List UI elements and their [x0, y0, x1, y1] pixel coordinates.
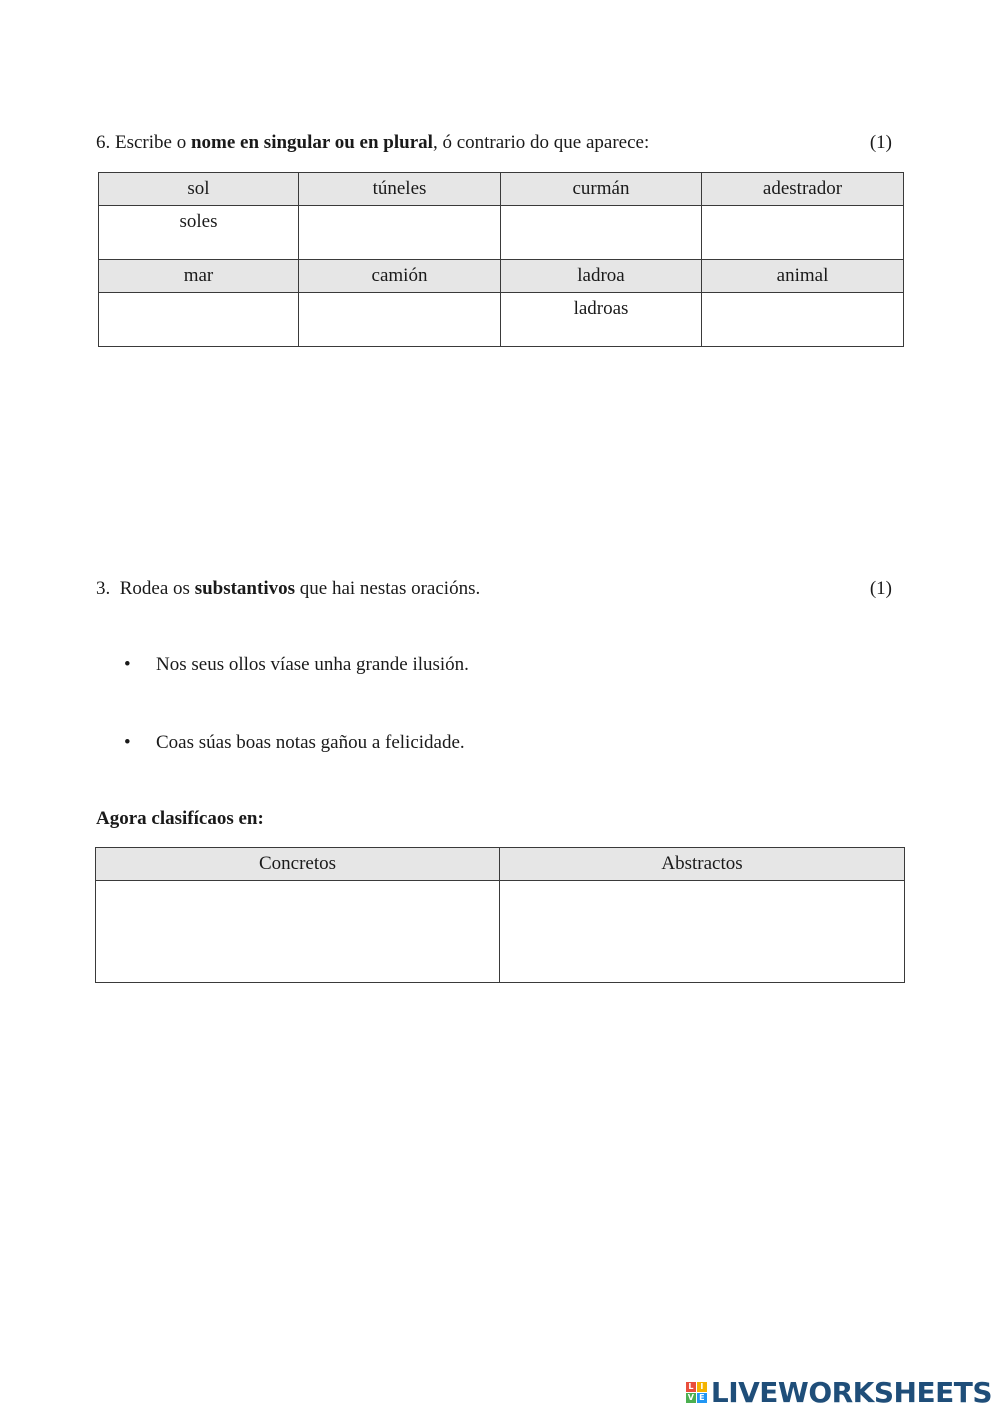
answer-cell[interactable] [702, 293, 904, 347]
answer-cell[interactable]: ladroas [501, 293, 702, 347]
answer-cell[interactable]: soles [99, 206, 299, 260]
answer-cell[interactable] [501, 206, 702, 260]
classify-table [95, 847, 905, 983]
word-cell: curmán [501, 173, 702, 206]
answer-cell[interactable] [702, 206, 904, 260]
exercise-3-text: 3. Rodea os substantivos que hai nestas oracións. [96, 578, 481, 599]
column-header-concretos: Concretos [96, 848, 500, 881]
logo-letter: E [697, 1393, 707, 1403]
word-cell: animal [702, 260, 904, 293]
table-row [99, 206, 904, 260]
logo-letter: V [687, 1393, 694, 1402]
answer-cell[interactable] [99, 293, 299, 347]
table-row [99, 260, 904, 293]
logo-icon [686, 1382, 707, 1403]
answer-cell[interactable] [299, 293, 501, 347]
exercise-6-instruction [96, 132, 892, 154]
exercise-6-text: 6. Escribe o nome en singular ou en plural, ó contrario do que aparece: [96, 132, 650, 153]
word-cell: sol [99, 173, 299, 206]
liveworksheets-logo [686, 1376, 992, 1409]
exercise-3-instruction [96, 578, 892, 600]
list-item [124, 732, 465, 754]
sentence-text[interactable]: Nos seus ollos víase unha grande ilusión. [156, 654, 469, 675]
sentence-text[interactable]: Coas súas boas notas gañou a felicidade. [156, 732, 465, 753]
column-header-abstractos: Abstractos [500, 848, 905, 881]
singular-plural-table [98, 172, 904, 347]
word-cell: ladroa [501, 260, 702, 293]
logo-letter: I [697, 1382, 707, 1392]
word-cell: túneles [299, 173, 501, 206]
exercise-6-points: (1) [869, 132, 892, 153]
classify-heading: Agora clasifícaos en: [96, 808, 264, 829]
word-cell: camión [299, 260, 501, 293]
word-cell: mar [99, 260, 299, 293]
table-row [96, 848, 905, 881]
logo-letter: L [686, 1382, 696, 1392]
exercise-3-points: (1) [869, 578, 892, 599]
table-row [99, 173, 904, 206]
bullet-icon: • [124, 732, 131, 753]
bullet-icon: • [124, 654, 131, 675]
table-row [99, 293, 904, 347]
list-item [124, 654, 469, 676]
answer-cell[interactable] [299, 206, 501, 260]
logo-text: LIVEWORKSHEETS [710, 1376, 992, 1409]
concretos-answer-cell[interactable] [96, 881, 500, 983]
table-row [96, 881, 905, 983]
abstractos-answer-cell[interactable] [500, 881, 905, 983]
word-cell: adestrador [702, 173, 904, 206]
